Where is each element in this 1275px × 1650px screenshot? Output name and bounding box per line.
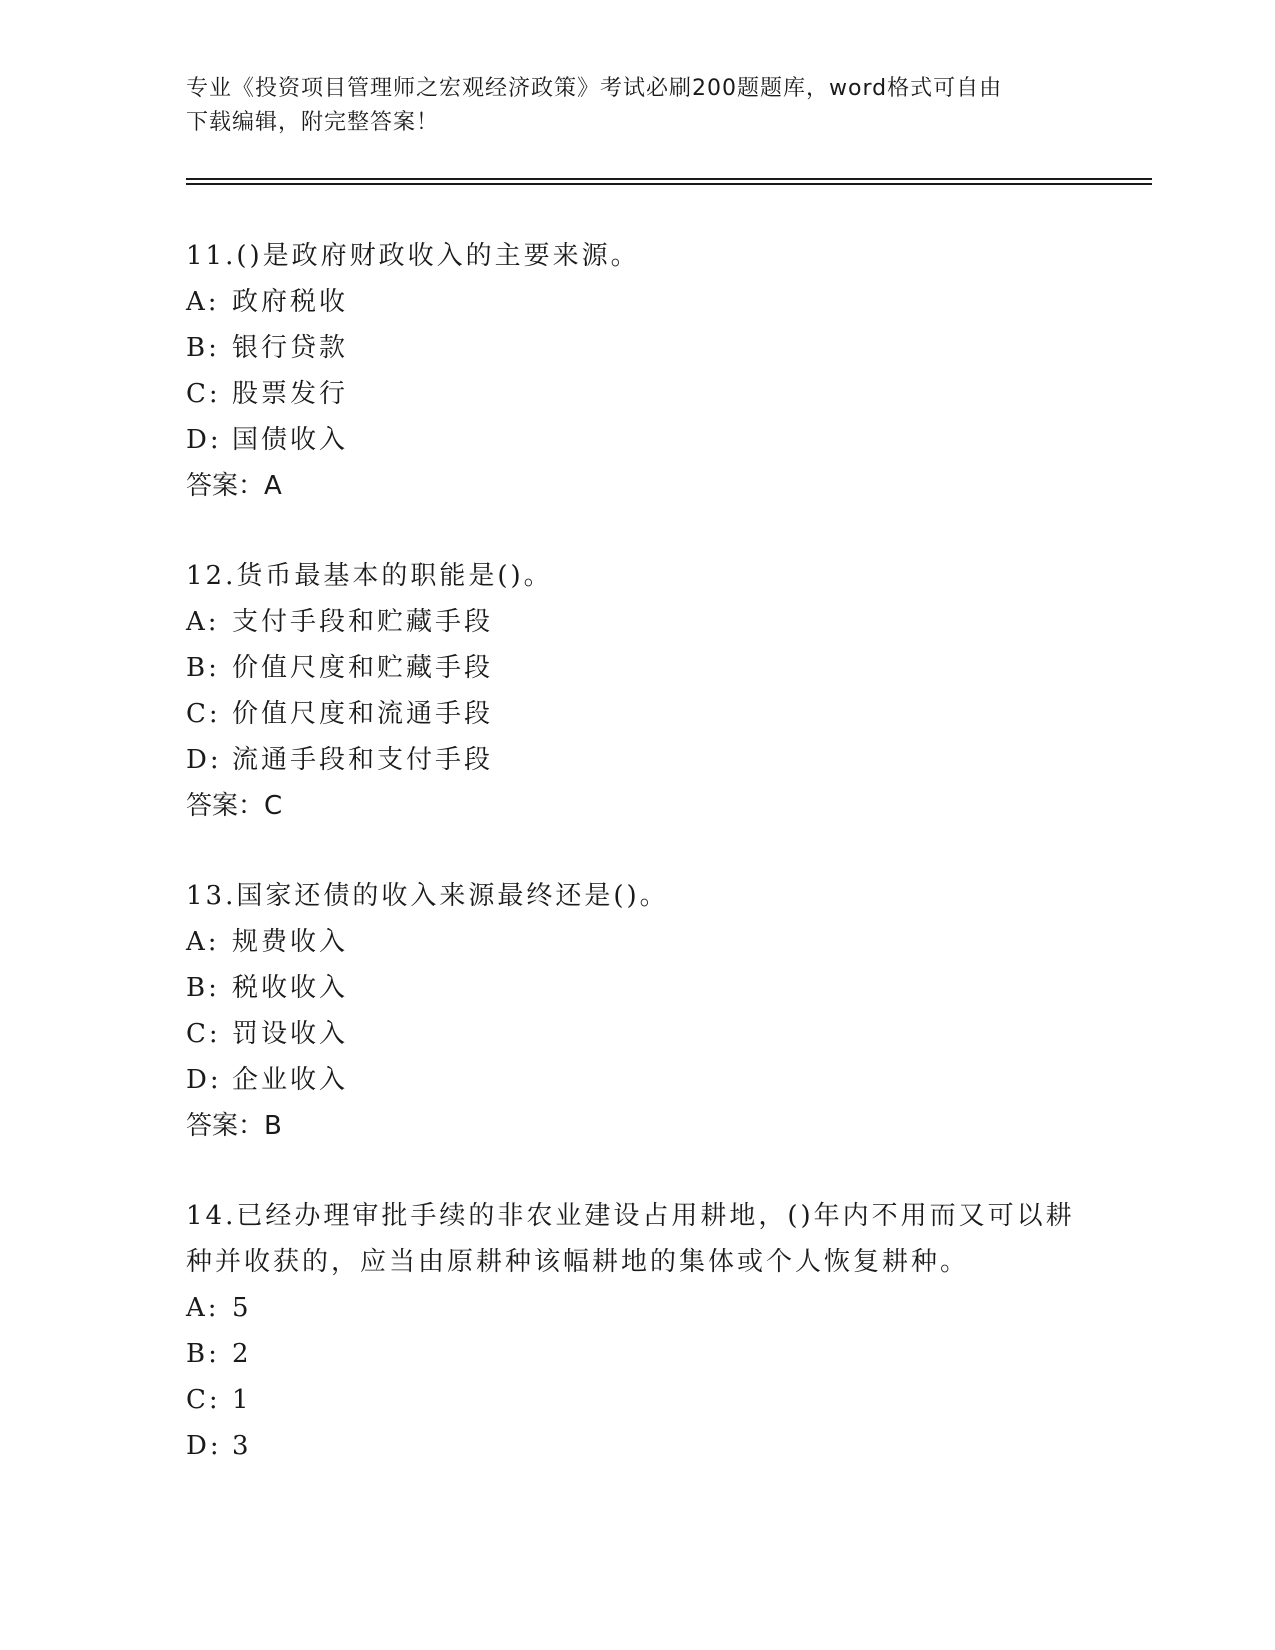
option-b [186, 645, 1086, 691]
answer: 答案：B [186, 1111, 282, 1141]
option-key: B: [186, 1339, 220, 1369]
question-stem: 12.货币最基本的职能是()。 [186, 561, 553, 591]
header-line-1: 专业《投资项目管理师之宏观经济政策》考试必刷200题题库，word格式可自由 [186, 76, 1003, 101]
option-key: D: [186, 1065, 222, 1095]
option-text: 政府税收 [232, 287, 349, 317]
question-14 [186, 1193, 1086, 1469]
option-key: D: [186, 1431, 222, 1461]
option-key: A: [186, 927, 220, 957]
question-stem: 11.()是政府财政收入的主要来源。 [186, 241, 640, 271]
option-key: C: [186, 1019, 221, 1049]
option-text: 2 [232, 1339, 252, 1369]
option-text: 银行贷款 [232, 333, 349, 363]
option-b [186, 325, 1086, 371]
option-text: 规费收入 [232, 927, 349, 957]
option-text: 5 [232, 1293, 252, 1323]
question-stem: 13.国家还债的收入来源最终还是()。 [186, 881, 669, 911]
option-text: 1 [232, 1385, 252, 1415]
answer: 答案：C [186, 791, 283, 821]
option-text: 企业收入 [232, 1065, 349, 1095]
answer: 答案：A [186, 471, 282, 501]
option-key: D: [186, 425, 222, 455]
option-text: 罚设收入 [232, 1019, 349, 1049]
option-text: 流通手段和支付手段 [232, 745, 494, 775]
option-a [186, 1285, 1086, 1331]
question-12 [186, 553, 1086, 829]
option-key: A: [186, 1293, 220, 1323]
option-key: C: [186, 699, 221, 729]
question-13 [186, 873, 1086, 1149]
option-text: 价值尺度和流通手段 [232, 699, 494, 729]
document-header [186, 72, 1086, 140]
question-stem: 14.已经办理审批手续的非农业建设占用耕地，()年内不用而又可以耕种并收获的，应当由原耕种该幅耕地的集体或个人恢复耕种。 [186, 1201, 1075, 1277]
option-b [186, 1331, 1086, 1377]
option-key: C: [186, 1385, 221, 1415]
option-c [186, 691, 1086, 737]
option-key: B: [186, 973, 220, 1003]
option-key: A: [186, 287, 220, 317]
option-b [186, 965, 1086, 1011]
option-text: 价值尺度和贮藏手段 [232, 653, 494, 683]
option-d [186, 737, 1086, 783]
option-key: C: [186, 379, 221, 409]
option-a [186, 599, 1086, 645]
header-line-2: 下载编辑，附完整答案！ [186, 110, 440, 135]
option-d [186, 1423, 1086, 1469]
header-divider-top [186, 178, 1152, 180]
option-text: 税收收入 [232, 973, 349, 1003]
option-text: 国债收入 [232, 425, 349, 455]
option-c [186, 371, 1086, 417]
question-11 [186, 233, 1086, 509]
option-text: 支付手段和贮藏手段 [232, 607, 494, 637]
option-d [186, 417, 1086, 463]
option-d [186, 1057, 1086, 1103]
option-c [186, 1011, 1086, 1057]
option-key: B: [186, 333, 220, 363]
option-text: 股票发行 [232, 379, 349, 409]
option-c [186, 1377, 1086, 1423]
option-key: A: [186, 607, 220, 637]
header-divider-bottom [186, 183, 1152, 185]
option-a [186, 919, 1086, 965]
option-key: B: [186, 653, 220, 683]
option-a [186, 279, 1086, 325]
option-text: 3 [232, 1431, 252, 1461]
option-key: D: [186, 745, 222, 775]
